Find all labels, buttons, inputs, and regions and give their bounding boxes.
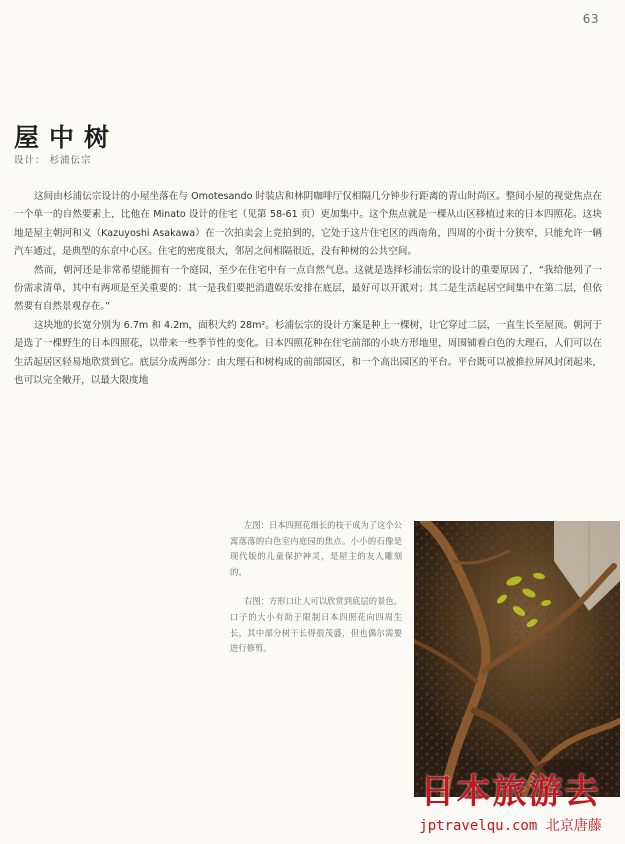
caption-left: 左图：日本四照花细长的枝干成为了这个公寓落落的白色室内庭园的焦点。小小的石像是现代版的儿童保护神灵，是屋主的友人雕刻的。 [230,520,402,577]
tree-photo-illustration [414,521,620,797]
site-watermark [398,772,623,836]
page-number: 63 [582,12,599,26]
article-body [14,188,602,390]
article-title: 屋中树 [14,123,120,152]
watermark-text: 日本旅游去 [420,772,601,812]
tree-photo [414,521,620,797]
watermark-url: jptravelqu.com 北京唐藤 [419,818,602,834]
body-paragraph: 然而，朝河还是非常希望能拥有一个庭园，至少在住宅中有一点自然气息。这就是选择杉浦伝宗的设计的重要原因了，“我给他列了一份需求清单，其中有两项是至关重要的：其一是我们要把消遣娱乐安排在底层，最好可以开派对；其二是生活起居空间集中在第二层，但依然要有自然景观存在。” [14,264,602,313]
photo-captions [230,518,402,671]
caption-right: 右图：方形口让人可以欣赏到底层的景色。口子的大小有助于限制日本四照花向四周生长，其中部分树干长得很茂盛，但也偶尔需要进行修剪。 [230,596,402,654]
body-paragraph: 这间由杉浦伝宗设计的小屋坐落在与 Omotesando 时装店和林阴咖啡厅仅相隔几分钟步行距离的青山时尚区。整间小屋的视觉焦点在一个单一的自然要素上，比他在 Minato 设计的住宅（见第 58-61 页）更加集中。这个焦点就是一棵从山区移植过来的日本四照花。这块地是屋主朝河和义（Kazuyoshi Asakawa）在一次拍卖会上竞拍到的，它处于这片住宅区的西南角，四周的小街十分狭窄，只能允许一辆汽车通过，是典型的东京中心区。住宅的密度很大，邻居之间相隔很近，没有种树的公共空间。 [14,191,602,258]
designer-credit: 设计： 杉浦伝宗 [14,155,92,166]
body-paragraph: 这块地的长宽分别为 6.7m 和 4.2m，面积大约 28m²。杉浦伝宗的设计方案是种上一棵树，让它穿过二层，一直生长至屋顶。朝河于是选了一棵野生的日本四照花，以带来一些季节性的变化。日本四照花种在住宅前部的小块方形地里，周围铺着白色的大理石，人们可以在生活起居区轻易地欣赏到它。底层分成两部分：由大理石和树构成的前部园区，和一个高出园区的平台。平台既可以被推拉屏风封闭起来，也可以完全敞开，以最大限度地 [14,319,602,387]
